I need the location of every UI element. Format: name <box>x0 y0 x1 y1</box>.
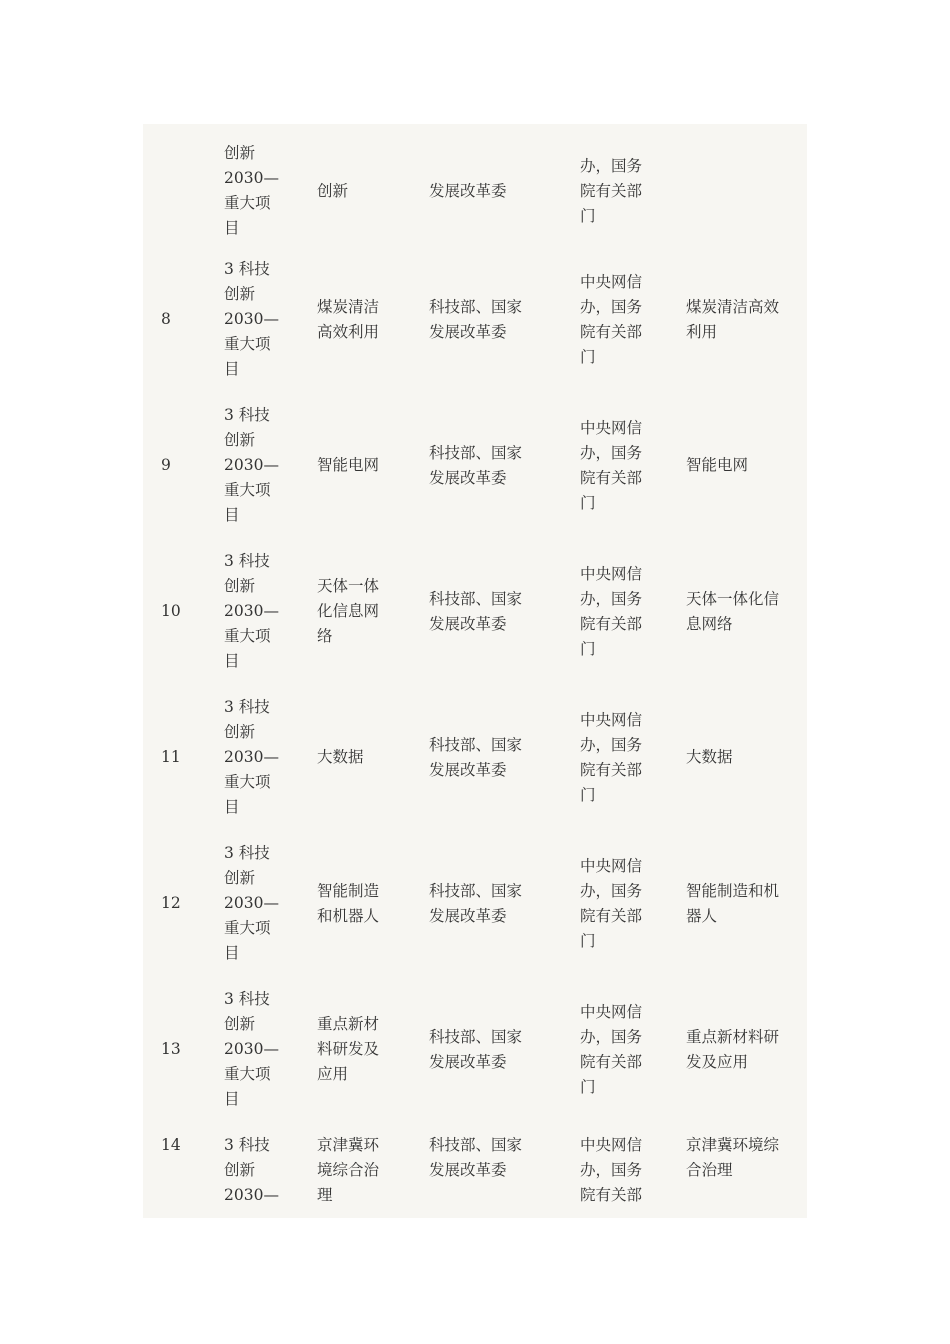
lead-department-cell-text: 科技部、国家 发展改革委 <box>429 297 523 341</box>
participating-department-cell-text: 中央网信 办，国务 院有关部 门 <box>580 418 643 512</box>
row-number <box>161 1133 201 1218</box>
task-cell-text: 京津冀环境综 合治理 <box>686 1136 780 1179</box>
lead-department-cell <box>429 695 549 820</box>
category-cell <box>224 987 282 1112</box>
participating-department-cell <box>580 135 660 247</box>
lead-department-cell <box>429 549 549 674</box>
row-number <box>161 841 201 966</box>
project-name-cell <box>317 135 397 247</box>
project-name-cell <box>317 1133 397 1218</box>
task-cell-text: 大数据 <box>686 748 733 766</box>
project-name-cell-text: 重点新材 料研发及 应用 <box>317 1015 380 1083</box>
participating-department-cell <box>580 403 660 528</box>
row-number-text: 12 <box>161 894 181 912</box>
category-cell-text: 3 科技 创新 2030— 重大项 目 <box>224 260 279 378</box>
project-name-cell-text: 大数据 <box>317 748 364 766</box>
participating-department-cell-text: 中央网信 办，国务 院有关部 门 <box>580 856 643 950</box>
project-name-cell-text: 智能电网 <box>317 456 380 474</box>
category-cell-text: 创新 2030— 重大项 目 <box>224 144 279 237</box>
lead-department-cell-text: 科技部、国家 发展改革委 <box>429 1136 523 1179</box>
project-name-cell-text: 创新 <box>317 181 349 200</box>
participating-department-cell-text: 中央网信 办，国务 院有关部 门 <box>580 272 643 366</box>
category-cell-text: 3 科技 创新 2030— 重大项 目 <box>224 698 279 816</box>
lead-department-cell <box>429 257 549 382</box>
table-row <box>143 257 807 382</box>
row-number-text: 11 <box>161 748 181 766</box>
table-row <box>143 135 807 247</box>
project-name-cell-text: 天体一体 化信息网 络 <box>317 577 380 645</box>
task-cell <box>686 1133 798 1218</box>
category-cell-text: 3 科技 创新 2030— <box>224 1136 279 1204</box>
lead-department-cell <box>429 987 549 1112</box>
category-cell <box>224 1133 282 1218</box>
category-cell <box>224 695 282 820</box>
lead-department-cell-text: 发展改革委 <box>429 181 507 200</box>
category-cell <box>224 135 282 247</box>
category-cell <box>224 841 282 966</box>
task-cell <box>686 695 798 820</box>
table-row <box>143 549 807 674</box>
table-row <box>143 403 807 528</box>
participating-department-cell-text: 办，国务 院有关部 门 <box>580 156 643 225</box>
category-cell <box>224 549 282 674</box>
row-number <box>161 549 201 674</box>
project-name-cell <box>317 841 397 966</box>
row-number <box>161 403 201 528</box>
lead-department-cell-text: 科技部、国家 发展改革委 <box>429 443 523 487</box>
lead-department-cell <box>429 1133 549 1218</box>
lead-department-cell <box>429 841 549 966</box>
category-cell <box>224 257 282 382</box>
participating-department-cell-text: 中央网信 办，国务 院有关部 门 <box>580 564 643 658</box>
project-table <box>143 124 807 1218</box>
task-cell <box>686 549 798 674</box>
project-name-cell <box>317 549 397 674</box>
participating-department-cell <box>580 695 660 820</box>
task-cell-text: 智能电网 <box>686 456 749 474</box>
project-name-cell-text: 智能制造 和机器人 <box>317 881 380 925</box>
row-number-text: 14 <box>161 1136 181 1154</box>
lead-department-cell <box>429 403 549 528</box>
category-cell-text: 3 科技 创新 2030— 重大项 目 <box>224 552 279 670</box>
participating-department-cell <box>580 257 660 382</box>
project-name-cell <box>317 695 397 820</box>
participating-department-cell <box>580 987 660 1112</box>
row-number <box>161 695 201 820</box>
task-cell-text: 煤炭清洁高效 利用 <box>686 297 780 341</box>
table-row <box>143 841 807 966</box>
category-cell-text: 3 科技 创新 2030— 重大项 目 <box>224 406 279 524</box>
participating-department-cell <box>580 549 660 674</box>
task-cell-text: 智能制造和机 器人 <box>686 881 780 925</box>
row-number-text: 10 <box>161 602 181 620</box>
table-row <box>143 987 807 1112</box>
project-name-cell <box>317 987 397 1112</box>
row-number <box>161 135 201 247</box>
lead-department-cell-text: 科技部、国家 发展改革委 <box>429 881 523 925</box>
row-number-text: 13 <box>161 1040 181 1058</box>
task-cell <box>686 135 798 247</box>
row-number-text: 8 <box>161 310 171 328</box>
row-number <box>161 987 201 1112</box>
category-cell <box>224 403 282 528</box>
lead-department-cell-text: 科技部、国家 发展改革委 <box>429 589 523 633</box>
participating-department-cell <box>580 1133 660 1218</box>
table-row <box>143 695 807 820</box>
row-number-text: 9 <box>161 456 171 474</box>
lead-department-cell <box>429 135 549 247</box>
participating-department-cell <box>580 841 660 966</box>
participating-department-cell-text: 中央网信 办，国务 院有关部 门 <box>580 710 643 804</box>
table-row <box>143 1133 807 1218</box>
task-cell <box>686 987 798 1112</box>
task-cell-text: 天体一体化信 息网络 <box>686 589 780 633</box>
task-cell <box>686 403 798 528</box>
project-name-cell <box>317 403 397 528</box>
row-number <box>161 257 201 382</box>
task-cell <box>686 257 798 382</box>
lead-department-cell-text: 科技部、国家 发展改革委 <box>429 735 523 779</box>
project-name-cell-text: 煤炭清洁 高效利用 <box>317 297 380 341</box>
project-name-cell <box>317 257 397 382</box>
project-name-cell-text: 京津冀环 境综合治 理 <box>317 1136 380 1204</box>
category-cell-text: 3 科技 创新 2030— 重大项 目 <box>224 844 279 962</box>
participating-department-cell-text: 中央网信 办，国务 院有关部 门 <box>580 1002 643 1096</box>
participating-department-cell-text: 中央网信 办，国务 院有关部 <box>580 1136 643 1204</box>
task-cell-text: 重点新材料研 发及应用 <box>686 1027 780 1071</box>
lead-department-cell-text: 科技部、国家 发展改革委 <box>429 1027 523 1071</box>
category-cell-text: 3 科技 创新 2030— 重大项 目 <box>224 990 279 1108</box>
task-cell <box>686 841 798 966</box>
